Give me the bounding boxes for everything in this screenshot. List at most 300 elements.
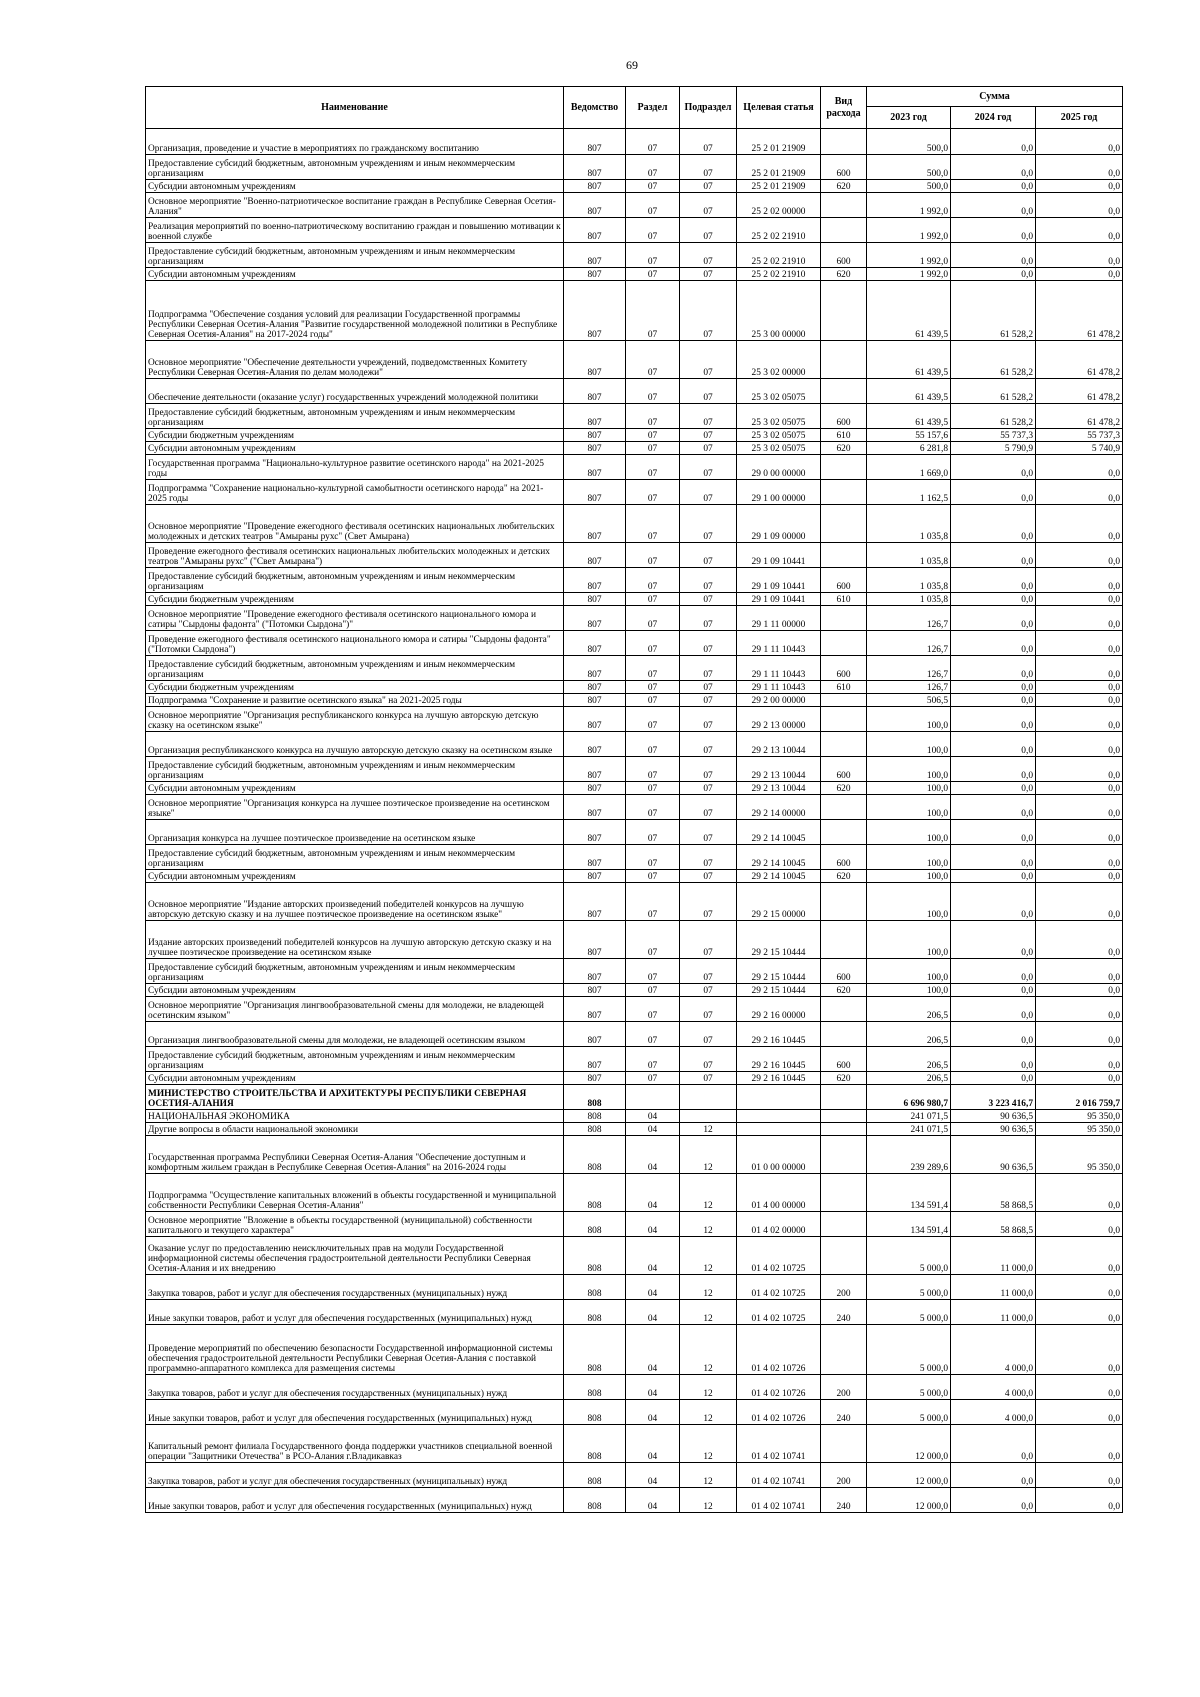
table-row xyxy=(146,192,1123,217)
cell-razdel: 07 xyxy=(626,920,680,958)
cell-razdel: 07 xyxy=(626,693,680,706)
table-row xyxy=(146,1071,1123,1084)
cell-name: Организация лингвообразовательной смены для молодежи, не владеющей осетинским языком xyxy=(146,1021,564,1046)
cell-sum-2024: 90 636,5 xyxy=(951,1109,1036,1122)
table-row xyxy=(146,280,1123,340)
table-row xyxy=(146,542,1123,567)
cell-sum-2023: 500,0 xyxy=(867,179,951,192)
table-row xyxy=(146,983,1123,996)
cell-vedomstvo: 808 xyxy=(564,1487,626,1512)
table-row xyxy=(146,441,1123,454)
cell-vid-rashoda xyxy=(821,731,867,756)
cell-sum-2023: 100,0 xyxy=(867,869,951,882)
cell-sum-2024: 0,0 xyxy=(951,756,1036,781)
cell-razdel: 04 xyxy=(626,1109,680,1122)
cell-podrazdel: 07 xyxy=(680,819,737,844)
cell-podrazdel: 07 xyxy=(680,141,737,154)
cell-vedomstvo: 807 xyxy=(564,441,626,454)
cell-podrazdel: 07 xyxy=(680,267,737,280)
cell-celevaya-statya: 29 2 14 10045 xyxy=(737,819,821,844)
cell-podrazdel: 12 xyxy=(680,1487,737,1512)
cell-vedomstvo: 807 xyxy=(564,920,626,958)
cell-sum-2023: 126,7 xyxy=(867,680,951,693)
cell-name: Обеспечение деятельности (оказание услуг) государственных учреждений молодежной политики xyxy=(146,378,564,403)
cell-vid-rashoda: 620 xyxy=(821,267,867,280)
cell-podrazdel: 07 xyxy=(680,882,737,920)
table-row xyxy=(146,869,1123,882)
cell-vedomstvo: 807 xyxy=(564,996,626,1021)
cell-razdel: 07 xyxy=(626,756,680,781)
cell-razdel: 07 xyxy=(626,454,680,479)
cell-razdel: 07 xyxy=(626,280,680,340)
cell-vedomstvo: 807 xyxy=(564,756,626,781)
table-row xyxy=(146,680,1123,693)
cell-sum-2024: 3 223 416,7 xyxy=(951,1084,1036,1109)
cell-sum-2023: 1 992,0 xyxy=(867,217,951,242)
cell-sum-2025: 0,0 xyxy=(1036,1487,1123,1512)
cell-vedomstvo: 807 xyxy=(564,983,626,996)
cell-sum-2023: 1 035,8 xyxy=(867,504,951,542)
cell-celevaya-statya: 25 3 02 05075 xyxy=(737,441,821,454)
cell-celevaya-statya: 01 4 02 10741 xyxy=(737,1462,821,1487)
cell-celevaya-statya: 25 3 00 00000 xyxy=(737,280,821,340)
cell-vedomstvo: 807 xyxy=(564,403,626,428)
cell-sum-2025: 0,0 xyxy=(1036,882,1123,920)
table-row xyxy=(146,267,1123,280)
cell-name: Подпрограмма "Сохранение и развитие осетинского языка" на 2021-2025 годы xyxy=(146,693,564,706)
cell-sum-2023: 1 992,0 xyxy=(867,242,951,267)
table-row xyxy=(146,1135,1123,1173)
cell-celevaya-statya: 29 2 14 10045 xyxy=(737,844,821,869)
cell-name: Основное мероприятие "Обеспечение деятельности учреждений, подведомственных Комитету Республики Северная Осетия-Алания по делам молодежи" xyxy=(146,340,564,378)
cell-vid-rashoda xyxy=(821,996,867,1021)
cell-celevaya-statya: 29 2 16 10445 xyxy=(737,1021,821,1046)
cell-vid-rashoda xyxy=(821,882,867,920)
cell-celevaya-statya xyxy=(737,1084,821,1109)
table-body xyxy=(146,129,1123,1513)
cell-vedomstvo: 807 xyxy=(564,655,626,680)
cell-podrazdel: 07 xyxy=(680,1071,737,1084)
cell-sum-2025: 0,0 xyxy=(1036,1424,1123,1462)
cell-name: Основное мероприятие "Организация республиканского конкурса на лучшую авторскую детскую сказку на осетинском языке" xyxy=(146,706,564,731)
cell-vedomstvo: 807 xyxy=(564,680,626,693)
cell-razdel: 04 xyxy=(626,1399,680,1424)
table-row xyxy=(146,781,1123,794)
cell-sum-2023: 61 439,5 xyxy=(867,340,951,378)
table-row xyxy=(146,756,1123,781)
cell-razdel: 07 xyxy=(626,781,680,794)
cell-podrazdel: 12 xyxy=(680,1274,737,1299)
cell-razdel: 07 xyxy=(626,179,680,192)
cell-celevaya-statya: 29 2 15 10444 xyxy=(737,983,821,996)
cell-sum-2023: 5 000,0 xyxy=(867,1274,951,1299)
cell-celevaya-statya: 01 4 02 10725 xyxy=(737,1274,821,1299)
cell-vid-rashoda: 600 xyxy=(821,403,867,428)
cell-vedomstvo: 808 xyxy=(564,1424,626,1462)
cell-razdel: 07 xyxy=(626,378,680,403)
cell-vedomstvo: 808 xyxy=(564,1299,626,1324)
cell-podrazdel: 07 xyxy=(680,731,737,756)
cell-name: Издание авторских произведений победителей конкурсов на лучшую авторскую детскую сказку и на лучшее поэтическое произведение на осетинском языке xyxy=(146,920,564,958)
cell-sum-2025: 0,0 xyxy=(1036,605,1123,630)
cell-vid-rashoda xyxy=(821,1173,867,1211)
cell-vedomstvo: 807 xyxy=(564,693,626,706)
cell-podrazdel: 07 xyxy=(680,605,737,630)
cell-celevaya-statya: 25 3 02 05075 xyxy=(737,428,821,441)
cell-sum-2023: 5 000,0 xyxy=(867,1299,951,1324)
cell-sum-2024: 0,0 xyxy=(951,781,1036,794)
cell-sum-2025: 0,0 xyxy=(1036,706,1123,731)
cell-sum-2023: 100,0 xyxy=(867,882,951,920)
table-row xyxy=(146,605,1123,630)
cell-sum-2024: 4 000,0 xyxy=(951,1374,1036,1399)
cell-podrazdel: 12 xyxy=(680,1236,737,1274)
cell-vid-rashoda xyxy=(821,1109,867,1122)
cell-sum-2024: 0,0 xyxy=(951,1462,1036,1487)
cell-podrazdel xyxy=(680,1084,737,1109)
cell-razdel: 07 xyxy=(626,217,680,242)
cell-celevaya-statya: 01 4 02 10726 xyxy=(737,1399,821,1424)
cell-sum-2024: 0,0 xyxy=(951,844,1036,869)
cell-razdel: 07 xyxy=(626,479,680,504)
cell-celevaya-statya: 25 3 02 05075 xyxy=(737,378,821,403)
cell-sum-2023: 206,5 xyxy=(867,1071,951,1084)
cell-sum-2025: 0,0 xyxy=(1036,267,1123,280)
cell-celevaya-statya: 01 4 02 00000 xyxy=(737,1211,821,1236)
cell-name: Субсидии автономным учреждениям xyxy=(146,983,564,996)
cell-sum-2024: 0,0 xyxy=(951,655,1036,680)
header-vedomstvo: Ведомство xyxy=(564,87,626,129)
header-year-2024: 2024 год xyxy=(951,107,1036,129)
table-row xyxy=(146,706,1123,731)
cell-sum-2023: 241 071,5 xyxy=(867,1122,951,1135)
cell-vid-rashoda: 200 xyxy=(821,1274,867,1299)
table-row xyxy=(146,1324,1123,1374)
cell-name: Основное мероприятие "Организация конкурса на лучшее поэтическое произведение на осетинском языке" xyxy=(146,794,564,819)
cell-vedomstvo: 808 xyxy=(564,1109,626,1122)
cell-vedomstvo: 807 xyxy=(564,819,626,844)
cell-sum-2025: 0,0 xyxy=(1036,1374,1123,1399)
cell-vid-rashoda xyxy=(821,504,867,542)
cell-sum-2024: 0,0 xyxy=(951,819,1036,844)
cell-celevaya-statya: 01 0 00 00000 xyxy=(737,1135,821,1173)
cell-vid-rashoda: 620 xyxy=(821,983,867,996)
cell-name: Предоставление субсидий бюджетным, автономным учреждениям и иным некоммерческим организациям xyxy=(146,154,564,179)
cell-celevaya-statya: 29 1 11 10443 xyxy=(737,680,821,693)
cell-vid-rashoda xyxy=(821,920,867,958)
cell-vedomstvo: 808 xyxy=(564,1399,626,1424)
table-row xyxy=(146,794,1123,819)
cell-podrazdel: 07 xyxy=(680,378,737,403)
cell-sum-2023: 126,7 xyxy=(867,605,951,630)
table-header xyxy=(146,87,1123,129)
cell-vid-rashoda xyxy=(821,630,867,655)
cell-vedomstvo: 807 xyxy=(564,1021,626,1046)
cell-sum-2025: 61 478,2 xyxy=(1036,378,1123,403)
cell-podrazdel: 12 xyxy=(680,1462,737,1487)
cell-vid-rashoda: 200 xyxy=(821,1374,867,1399)
cell-vid-rashoda: 610 xyxy=(821,428,867,441)
cell-vid-rashoda xyxy=(821,141,867,154)
cell-razdel: 04 xyxy=(626,1236,680,1274)
cell-sum-2023: 239 289,6 xyxy=(867,1135,951,1173)
cell-podrazdel: 07 xyxy=(680,794,737,819)
cell-podrazdel: 12 xyxy=(680,1374,737,1399)
cell-sum-2024: 0,0 xyxy=(951,706,1036,731)
cell-sum-2025: 0,0 xyxy=(1036,542,1123,567)
cell-name: Основное мероприятие "Издание авторских произведений победителей конкурсов на лучшую авторскую детскую сказку и на лучшее поэтическое произведение на осетинском языке" xyxy=(146,882,564,920)
cell-sum-2023: 1 162,5 xyxy=(867,479,951,504)
cell-sum-2025: 0,0 xyxy=(1036,504,1123,542)
budget-table xyxy=(145,86,1123,1513)
table-row xyxy=(146,567,1123,592)
cell-name: Субсидии автономным учреждениям xyxy=(146,267,564,280)
cell-razdel: 04 xyxy=(626,1324,680,1374)
cell-sum-2025: 0,0 xyxy=(1036,1046,1123,1071)
cell-vid-rashoda: 240 xyxy=(821,1487,867,1512)
table-row xyxy=(146,844,1123,869)
page-number: 69 xyxy=(626,58,638,72)
cell-celevaya-statya: 25 3 02 05075 xyxy=(737,403,821,428)
cell-name: Иные закупки товаров, работ и услуг для обеспечения государственных (муниципальных) нужд xyxy=(146,1299,564,1324)
cell-celevaya-statya: 29 1 09 10441 xyxy=(737,567,821,592)
cell-name: Закупка товаров, работ и услуг для обеспечения государственных (муниципальных) нужд xyxy=(146,1274,564,1299)
cell-vedomstvo: 807 xyxy=(564,378,626,403)
cell-sum-2023: 100,0 xyxy=(867,781,951,794)
cell-razdel: 07 xyxy=(626,680,680,693)
cell-celevaya-statya: 29 1 09 10441 xyxy=(737,542,821,567)
cell-sum-2023: 1 992,0 xyxy=(867,192,951,217)
table-row xyxy=(146,504,1123,542)
cell-name: Организация конкурса на лучшее поэтическое произведение на осетинском языке xyxy=(146,819,564,844)
cell-razdel: 04 xyxy=(626,1374,680,1399)
cell-podrazdel: 07 xyxy=(680,869,737,882)
cell-sum-2025: 0,0 xyxy=(1036,1173,1123,1211)
cell-sum-2025: 0,0 xyxy=(1036,983,1123,996)
cell-podrazdel: 07 xyxy=(680,592,737,605)
cell-vid-rashoda xyxy=(821,794,867,819)
cell-vid-rashoda: 610 xyxy=(821,592,867,605)
cell-celevaya-statya: 25 2 02 21910 xyxy=(737,242,821,267)
cell-vid-rashoda: 600 xyxy=(821,242,867,267)
cell-vid-rashoda: 600 xyxy=(821,958,867,983)
cell-vedomstvo: 807 xyxy=(564,794,626,819)
cell-sum-2023: 61 439,5 xyxy=(867,280,951,340)
cell-sum-2025: 61 478,2 xyxy=(1036,340,1123,378)
header-year-2023: 2023 год xyxy=(867,107,951,129)
cell-sum-2024: 58 868,5 xyxy=(951,1211,1036,1236)
cell-vid-rashoda: 600 xyxy=(821,756,867,781)
cell-sum-2024: 61 528,2 xyxy=(951,378,1036,403)
cell-podrazdel: 12 xyxy=(680,1299,737,1324)
table-row xyxy=(146,1046,1123,1071)
cell-vedomstvo: 807 xyxy=(564,454,626,479)
cell-name: Оказание услуг по предоставлению неисключительных прав на модули Государственной информационной системы обеспечения градостроительной деятельности Республики Северная Осетия-Алания и их внедрению xyxy=(146,1236,564,1274)
cell-podrazdel: 07 xyxy=(680,680,737,693)
cell-sum-2024: 0,0 xyxy=(951,731,1036,756)
cell-sum-2024: 0,0 xyxy=(951,1071,1036,1084)
cell-sum-2025: 0,0 xyxy=(1036,781,1123,794)
cell-celevaya-statya: 29 2 13 10044 xyxy=(737,756,821,781)
table-row xyxy=(146,592,1123,605)
cell-sum-2023: 6 696 980,7 xyxy=(867,1084,951,1109)
cell-name: Субсидии автономным учреждениям xyxy=(146,781,564,794)
cell-vedomstvo: 807 xyxy=(564,141,626,154)
cell-vid-rashoda: 600 xyxy=(821,1046,867,1071)
cell-sum-2023: 206,5 xyxy=(867,996,951,1021)
cell-sum-2025: 0,0 xyxy=(1036,1071,1123,1084)
cell-vid-rashoda xyxy=(821,605,867,630)
cell-vedomstvo: 807 xyxy=(564,630,626,655)
cell-vedomstvo: 807 xyxy=(564,1071,626,1084)
cell-sum-2025: 95 350,0 xyxy=(1036,1135,1123,1173)
table-row xyxy=(146,1211,1123,1236)
cell-sum-2024: 0,0 xyxy=(951,242,1036,267)
cell-sum-2023: 100,0 xyxy=(867,731,951,756)
cell-celevaya-statya: 29 1 09 00000 xyxy=(737,504,821,542)
cell-sum-2023: 55 157,6 xyxy=(867,428,951,441)
header-summa: Сумма xyxy=(867,87,1123,107)
cell-celevaya-statya: 29 2 14 10045 xyxy=(737,869,821,882)
cell-sum-2024: 0,0 xyxy=(951,1487,1036,1512)
cell-razdel: 07 xyxy=(626,844,680,869)
cell-podrazdel: 07 xyxy=(680,179,737,192)
cell-sum-2024: 0,0 xyxy=(951,794,1036,819)
cell-sum-2023: 500,0 xyxy=(867,154,951,179)
cell-sum-2023: 100,0 xyxy=(867,756,951,781)
cell-sum-2025: 0,0 xyxy=(1036,1211,1123,1236)
cell-celevaya-statya: 29 2 13 00000 xyxy=(737,706,821,731)
cell-vedomstvo: 807 xyxy=(564,542,626,567)
cell-vid-rashoda xyxy=(821,693,867,706)
cell-sum-2025: 0,0 xyxy=(1036,1324,1123,1374)
cell-sum-2025: 0,0 xyxy=(1036,1274,1123,1299)
cell-vedomstvo: 807 xyxy=(564,706,626,731)
cell-sum-2025: 0,0 xyxy=(1036,1299,1123,1324)
cell-sum-2025: 0,0 xyxy=(1036,920,1123,958)
cell-celevaya-statya: 29 2 15 00000 xyxy=(737,882,821,920)
table-row xyxy=(146,1084,1123,1109)
cell-vid-rashoda xyxy=(821,378,867,403)
cell-podrazdel: 07 xyxy=(680,756,737,781)
cell-sum-2024: 0,0 xyxy=(951,192,1036,217)
cell-vid-rashoda: 600 xyxy=(821,844,867,869)
cell-name: Предоставление субсидий бюджетным, автономным учреждениям и иным некоммерческим организациям xyxy=(146,844,564,869)
cell-celevaya-statya: 29 1 11 10443 xyxy=(737,630,821,655)
cell-sum-2023: 100,0 xyxy=(867,819,951,844)
table-row xyxy=(146,217,1123,242)
cell-razdel: 07 xyxy=(626,567,680,592)
cell-sum-2024: 61 528,2 xyxy=(951,403,1036,428)
cell-celevaya-statya: 25 2 02 21910 xyxy=(737,217,821,242)
cell-sum-2023: 12 000,0 xyxy=(867,1424,951,1462)
cell-vedomstvo: 807 xyxy=(564,192,626,217)
cell-sum-2025: 0,0 xyxy=(1036,592,1123,605)
table-row xyxy=(146,154,1123,179)
cell-vedomstvo: 807 xyxy=(564,154,626,179)
cell-sum-2024: 0,0 xyxy=(951,454,1036,479)
cell-razdel: 04 xyxy=(626,1135,680,1173)
cell-vid-rashoda xyxy=(821,217,867,242)
cell-name: Субсидии автономным учреждениям xyxy=(146,441,564,454)
cell-celevaya-statya: 29 1 11 10443 xyxy=(737,655,821,680)
header-vid-rashoda: Вид расхода xyxy=(821,87,867,129)
cell-sum-2023: 1 035,8 xyxy=(867,567,951,592)
cell-celevaya-statya: 01 4 02 10725 xyxy=(737,1299,821,1324)
cell-sum-2025: 0,0 xyxy=(1036,1399,1123,1424)
cell-sum-2023: 134 591,4 xyxy=(867,1173,951,1211)
cell-sum-2025: 0,0 xyxy=(1036,958,1123,983)
cell-podrazdel: 07 xyxy=(680,630,737,655)
cell-vid-rashoda: 620 xyxy=(821,1071,867,1084)
table-row xyxy=(146,882,1123,920)
table-row xyxy=(146,403,1123,428)
table-row xyxy=(146,1487,1123,1512)
cell-sum-2024: 90 636,5 xyxy=(951,1135,1036,1173)
cell-name: Закупка товаров, работ и услуг для обеспечения государственных (муниципальных) нужд xyxy=(146,1374,564,1399)
cell-celevaya-statya xyxy=(737,1122,821,1135)
table-row xyxy=(146,1424,1123,1462)
cell-vedomstvo: 808 xyxy=(564,1211,626,1236)
cell-vedomstvo: 808 xyxy=(564,1084,626,1109)
cell-name: Основное мероприятие "Проведение ежегодного фестиваля осетинского национального юмора и сатиры "Сырдоны фадонта" ("Потомки Сырдона")" xyxy=(146,605,564,630)
cell-sum-2024: 4 000,0 xyxy=(951,1399,1036,1424)
cell-vid-rashoda xyxy=(821,1211,867,1236)
cell-podrazdel: 07 xyxy=(680,844,737,869)
cell-sum-2023: 12 000,0 xyxy=(867,1487,951,1512)
header-razdel: Раздел xyxy=(626,87,680,129)
cell-celevaya-statya: 29 2 15 10444 xyxy=(737,920,821,958)
table-row xyxy=(146,1173,1123,1211)
cell-vedomstvo: 807 xyxy=(564,217,626,242)
cell-razdel: 07 xyxy=(626,592,680,605)
cell-sum-2024: 0,0 xyxy=(951,592,1036,605)
table-row xyxy=(146,630,1123,655)
cell-sum-2025: 0,0 xyxy=(1036,454,1123,479)
cell-name: Основное мероприятие "Проведение ежегодного фестиваля осетинских национальных любительских молодежных и детских театров "Амыраны рухс" (Свет Амырана) xyxy=(146,504,564,542)
cell-vid-rashoda xyxy=(821,280,867,340)
cell-vedomstvo: 807 xyxy=(564,280,626,340)
table-row xyxy=(146,1122,1123,1135)
cell-sum-2025: 0,0 xyxy=(1036,756,1123,781)
cell-vedomstvo: 807 xyxy=(564,869,626,882)
cell-vedomstvo: 808 xyxy=(564,1274,626,1299)
cell-sum-2023: 206,5 xyxy=(867,1046,951,1071)
cell-sum-2024: 0,0 xyxy=(951,958,1036,983)
table-row xyxy=(146,996,1123,1021)
cell-razdel: 07 xyxy=(626,1046,680,1071)
cell-name: НАЦИОНАЛЬНАЯ ЭКОНОМИКА xyxy=(146,1109,564,1122)
table-row xyxy=(146,454,1123,479)
cell-razdel: 07 xyxy=(626,542,680,567)
cell-name: Подпрограмма "Сохранение национально-культурной самобытности осетинского народа" на 2021-2025 годы xyxy=(146,479,564,504)
cell-name: МИНИСТЕРСТВО СТРОИТЕЛЬСТВА И АРХИТЕКТУРЫ РЕСПУБЛИКИ СЕВЕРНАЯ ОСЕТИЯ-АЛАНИЯ xyxy=(146,1084,564,1109)
cell-sum-2024: 4 000,0 xyxy=(951,1324,1036,1374)
cell-sum-2023: 6 281,8 xyxy=(867,441,951,454)
cell-sum-2024: 0,0 xyxy=(951,996,1036,1021)
cell-razdel: 04 xyxy=(626,1424,680,1462)
table-row xyxy=(146,1299,1123,1324)
cell-sum-2025: 0,0 xyxy=(1036,217,1123,242)
spacer-row xyxy=(146,129,1123,142)
cell-vid-rashoda xyxy=(821,819,867,844)
cell-podrazdel: 07 xyxy=(680,154,737,179)
cell-sum-2024: 0,0 xyxy=(951,217,1036,242)
cell-vid-rashoda: 240 xyxy=(821,1299,867,1324)
table-row xyxy=(146,242,1123,267)
cell-sum-2024: 0,0 xyxy=(951,479,1036,504)
cell-sum-2025: 0,0 xyxy=(1036,794,1123,819)
